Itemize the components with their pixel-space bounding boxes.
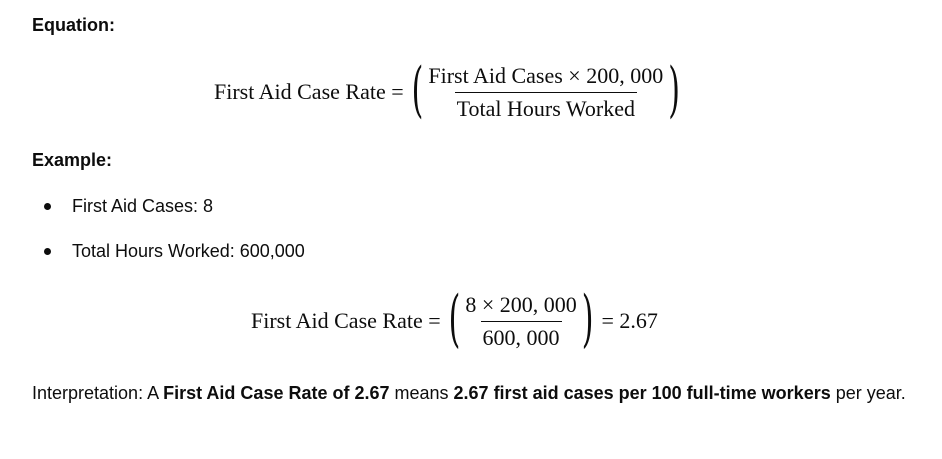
formula-lhs: First Aid Case Rate = [214, 79, 404, 104]
interpretation-prefix: Interpretation: A [32, 383, 164, 403]
interpretation-bold-rate: First Aid Case Rate of 2.67 [163, 383, 390, 403]
bullet-icon [44, 248, 51, 255]
example-calculation [251, 284, 658, 356]
formula-equation [214, 56, 680, 126]
formula-denominator: Total Hours Worked [455, 92, 637, 122]
list-item [0, 240, 305, 285]
left-paren: ( [448, 284, 461, 356]
bullet-icon [44, 203, 51, 210]
list-item [0, 195, 305, 240]
interpretation-bold-meaning: 2.67 first aid cases per 100 full-time workers [453, 383, 831, 403]
example-list [0, 195, 305, 285]
right-paren: ) [581, 284, 594, 356]
list-item-text: Total Hours Worked: 600,000 [72, 241, 305, 261]
calc-result: = 2.67 [601, 308, 658, 333]
right-paren: ) [668, 56, 680, 126]
example-heading: Example: [32, 150, 113, 170]
calc-numerator: 8 × 200, 000 [465, 291, 577, 317]
equation-heading: Equation: [32, 15, 115, 35]
list-item-text: First Aid Cases: 8 [72, 196, 214, 216]
calc-lhs: First Aid Case Rate = [251, 308, 441, 333]
left-paren: ( [411, 56, 424, 126]
interpretation-suffix: per year. [830, 383, 906, 403]
interpretation-middle: means [389, 383, 454, 403]
formula-fraction [426, 63, 665, 122]
formula-numerator: First Aid Cases × 200, 000 [428, 62, 664, 88]
interpretation-paragraph [32, 376, 927, 410]
calc-denominator: 600, 000 [481, 321, 562, 351]
calc-fraction [463, 292, 578, 351]
